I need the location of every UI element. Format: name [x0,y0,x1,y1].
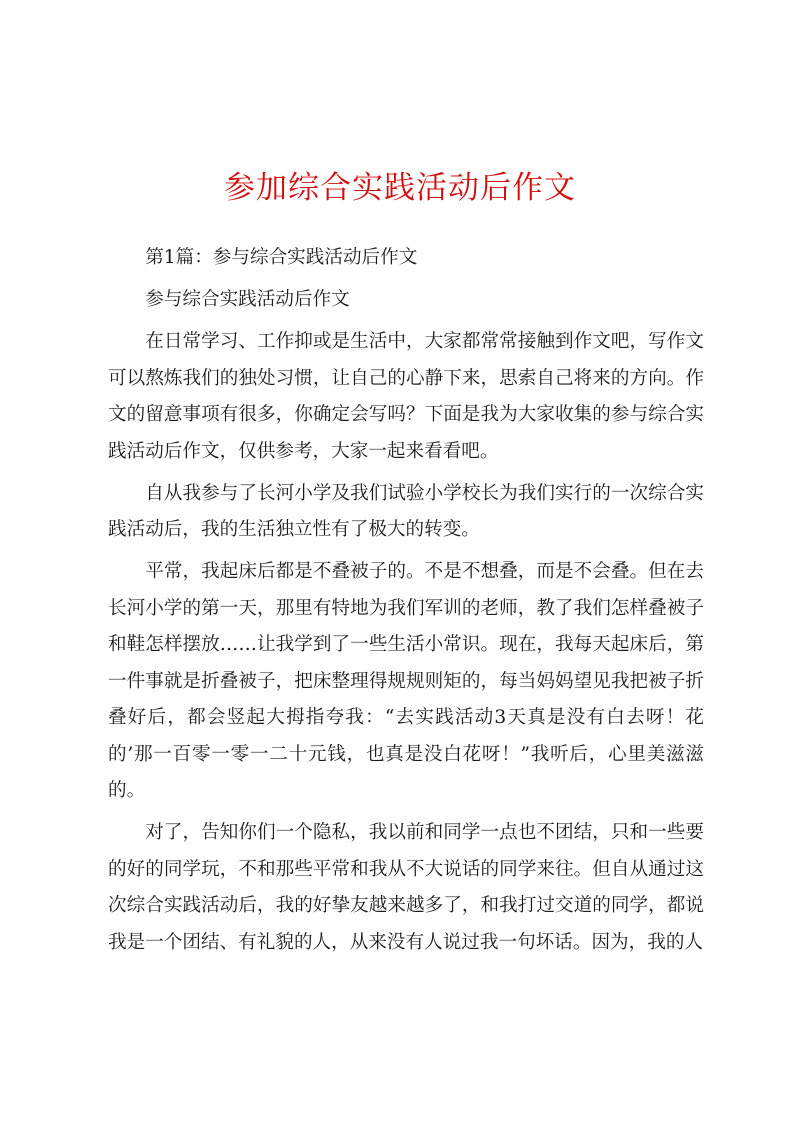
paragraph-6: 对了，告知你们一个隐私，我以前和同学一点也不团结，只和一些要的好的同学玩，不和那些平常和我从不大说话的同学来往。但自从通过这次综合实践活动后，我的好挚友越来越多了，和我打过交道的同学，都说我是一个团结、有礼貌的人，从来没有人说过我一句坏话。因为，我的人 [108,822,704,953]
paragraph-4: 自从我参与了长河小学及我们试验小学校长为我们实行的一次综合实践活动后，我的生活独立性有了极大的转变。 [108,482,704,540]
paragraph-5: 平常，我起床后都是不叠被子的。不是不想叠，而是不会叠。但在去长河小学的第一天，那里有特地为我们军训的老师，教了我们怎样叠被子和鞋怎样摆放……让我学到了一些生活小常识。现在，我每天起床后，第一件事就是折叠被子，把床整理得规规则矩的，每当妈妈望见我把被子折叠好后，都会竖起大拇指夸我：“去实践活动3天真是没有白去呀！花的’那一百零一零一二十元钱，也真是没白花呀！”我听后，心里美滋滋的。 [108,561,704,801]
document-title: 参加综合实践活动后作文 [224,170,576,206]
document-body [108,240,704,967]
paragraph-3: 在日常学习、工作抑或是生活中，大家都常常接触到作文吧，写作文可以熬炼我们的独处习惯，让自己的心静下来，思索自己将来的方向。作文的留意事项有很多，你确定会写吗？下面是我为大家收集的参与综合实践活动后作文，仅供参考，大家一起来看看吧。 [108,331,704,462]
paragraph-1: 第1篇：参与综合实践活动后作文 [145,247,418,268]
paragraph-2: 参与综合实践活动后作文 [145,289,350,310]
